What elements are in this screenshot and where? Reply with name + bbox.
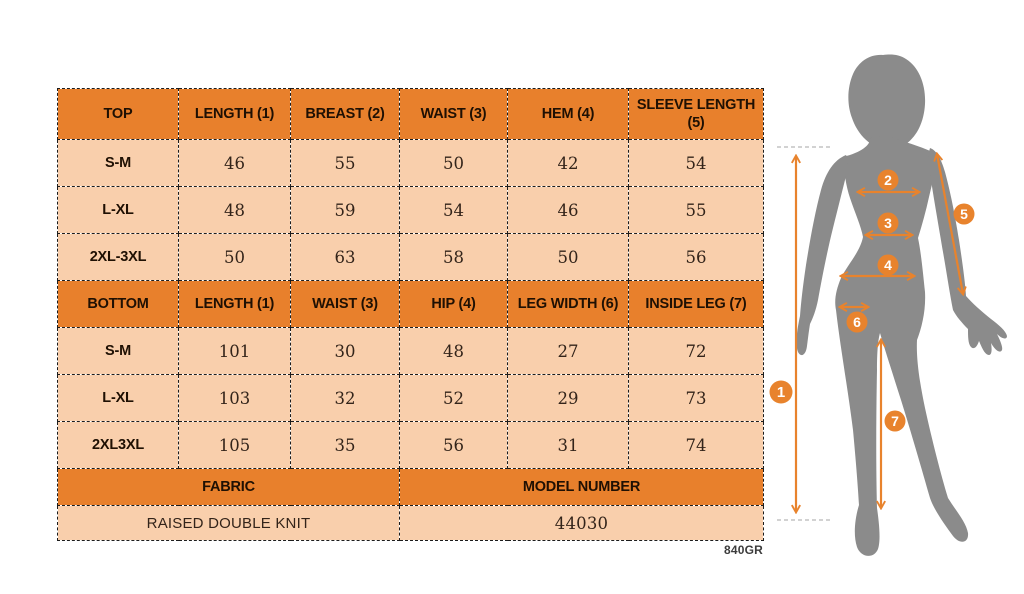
size-cell: L-XL xyxy=(58,187,179,234)
top-section-label: TOP xyxy=(58,89,179,140)
value-cell: 48 xyxy=(400,328,508,375)
bottom-header-leg-width: LEG WIDTH (6) xyxy=(508,281,629,328)
value-cell: 105 xyxy=(179,422,291,469)
marker-4-label: 4 xyxy=(884,257,892,273)
value-cell: 46 xyxy=(508,187,629,234)
value-cell: 56 xyxy=(629,234,764,281)
fabric-value: RAISED DOUBLE KNIT xyxy=(58,506,400,541)
marker-2-label: 2 xyxy=(884,172,892,188)
bottom-header-inside-leg: INSIDE LEG (7) xyxy=(629,281,764,328)
top-header-waist: WAIST (3) xyxy=(400,89,508,140)
value-cell: 58 xyxy=(400,234,508,281)
bottom-section-label: BOTTOM xyxy=(58,281,179,328)
top-header-hem: HEM (4) xyxy=(508,89,629,140)
size-cell: S-M xyxy=(58,140,179,187)
size-cell: S-M xyxy=(58,328,179,375)
model-number-value: 44030 xyxy=(400,506,764,541)
silhouette-head xyxy=(848,54,925,148)
table-row xyxy=(58,187,764,234)
value-cell: 59 xyxy=(291,187,400,234)
value-cell: 50 xyxy=(400,140,508,187)
size-cell: 2XL3XL xyxy=(58,422,179,469)
value-cell: 35 xyxy=(291,422,400,469)
top-header-row xyxy=(58,89,764,140)
info-header-row xyxy=(58,469,764,506)
table-row xyxy=(58,375,764,422)
marker-7-label: 7 xyxy=(891,413,899,429)
value-cell: 52 xyxy=(400,375,508,422)
table-row xyxy=(58,328,764,375)
value-cell: 46 xyxy=(179,140,291,187)
value-cell: 55 xyxy=(291,140,400,187)
info-value-row xyxy=(58,506,764,541)
table-row xyxy=(58,140,764,187)
value-cell: 56 xyxy=(400,422,508,469)
value-cell: 50 xyxy=(508,234,629,281)
top-header-breast: BREAST (2) xyxy=(291,89,400,140)
marker-3-label: 3 xyxy=(884,215,892,231)
weight-code: 840GR xyxy=(723,543,763,557)
value-cell: 74 xyxy=(629,422,764,469)
value-cell: 31 xyxy=(508,422,629,469)
size-cell: 2XL-3XL xyxy=(58,234,179,281)
value-cell: 50 xyxy=(179,234,291,281)
value-cell: 48 xyxy=(179,187,291,234)
value-cell: 54 xyxy=(629,140,764,187)
table-row xyxy=(58,422,764,469)
fabric-label: FABRIC xyxy=(58,469,400,506)
bottom-header-length: LENGTH (1) xyxy=(179,281,291,328)
value-cell: 54 xyxy=(400,187,508,234)
table-row xyxy=(58,234,764,281)
value-cell: 42 xyxy=(508,140,629,187)
top-header-length: LENGTH (1) xyxy=(179,89,291,140)
value-cell: 103 xyxy=(179,375,291,422)
marker-6-label: 6 xyxy=(853,314,861,330)
value-cell: 101 xyxy=(179,328,291,375)
top-header-sleeve-length: SLEEVE LENGTH (5) xyxy=(629,89,764,140)
marker-1-label: 1 xyxy=(776,384,786,401)
marker-5-label: 5 xyxy=(960,206,968,222)
value-cell: 29 xyxy=(508,375,629,422)
value-cell: 30 xyxy=(291,328,400,375)
bottom-header-row xyxy=(58,281,764,328)
measurement-figure xyxy=(755,45,1024,570)
model-number-label: MODEL NUMBER xyxy=(400,469,764,506)
value-cell: 55 xyxy=(629,187,764,234)
size-cell: L-XL xyxy=(58,375,179,422)
value-cell: 72 xyxy=(629,328,764,375)
value-cell: 32 xyxy=(291,375,400,422)
value-cell: 73 xyxy=(629,375,764,422)
female-silhouette xyxy=(797,54,1007,555)
bottom-header-hip: HIP (4) xyxy=(400,281,508,328)
value-cell: 63 xyxy=(291,234,400,281)
bottom-header-waist: WAIST (3) xyxy=(291,281,400,328)
value-cell: 27 xyxy=(508,328,629,375)
size-chart-table xyxy=(57,88,764,541)
